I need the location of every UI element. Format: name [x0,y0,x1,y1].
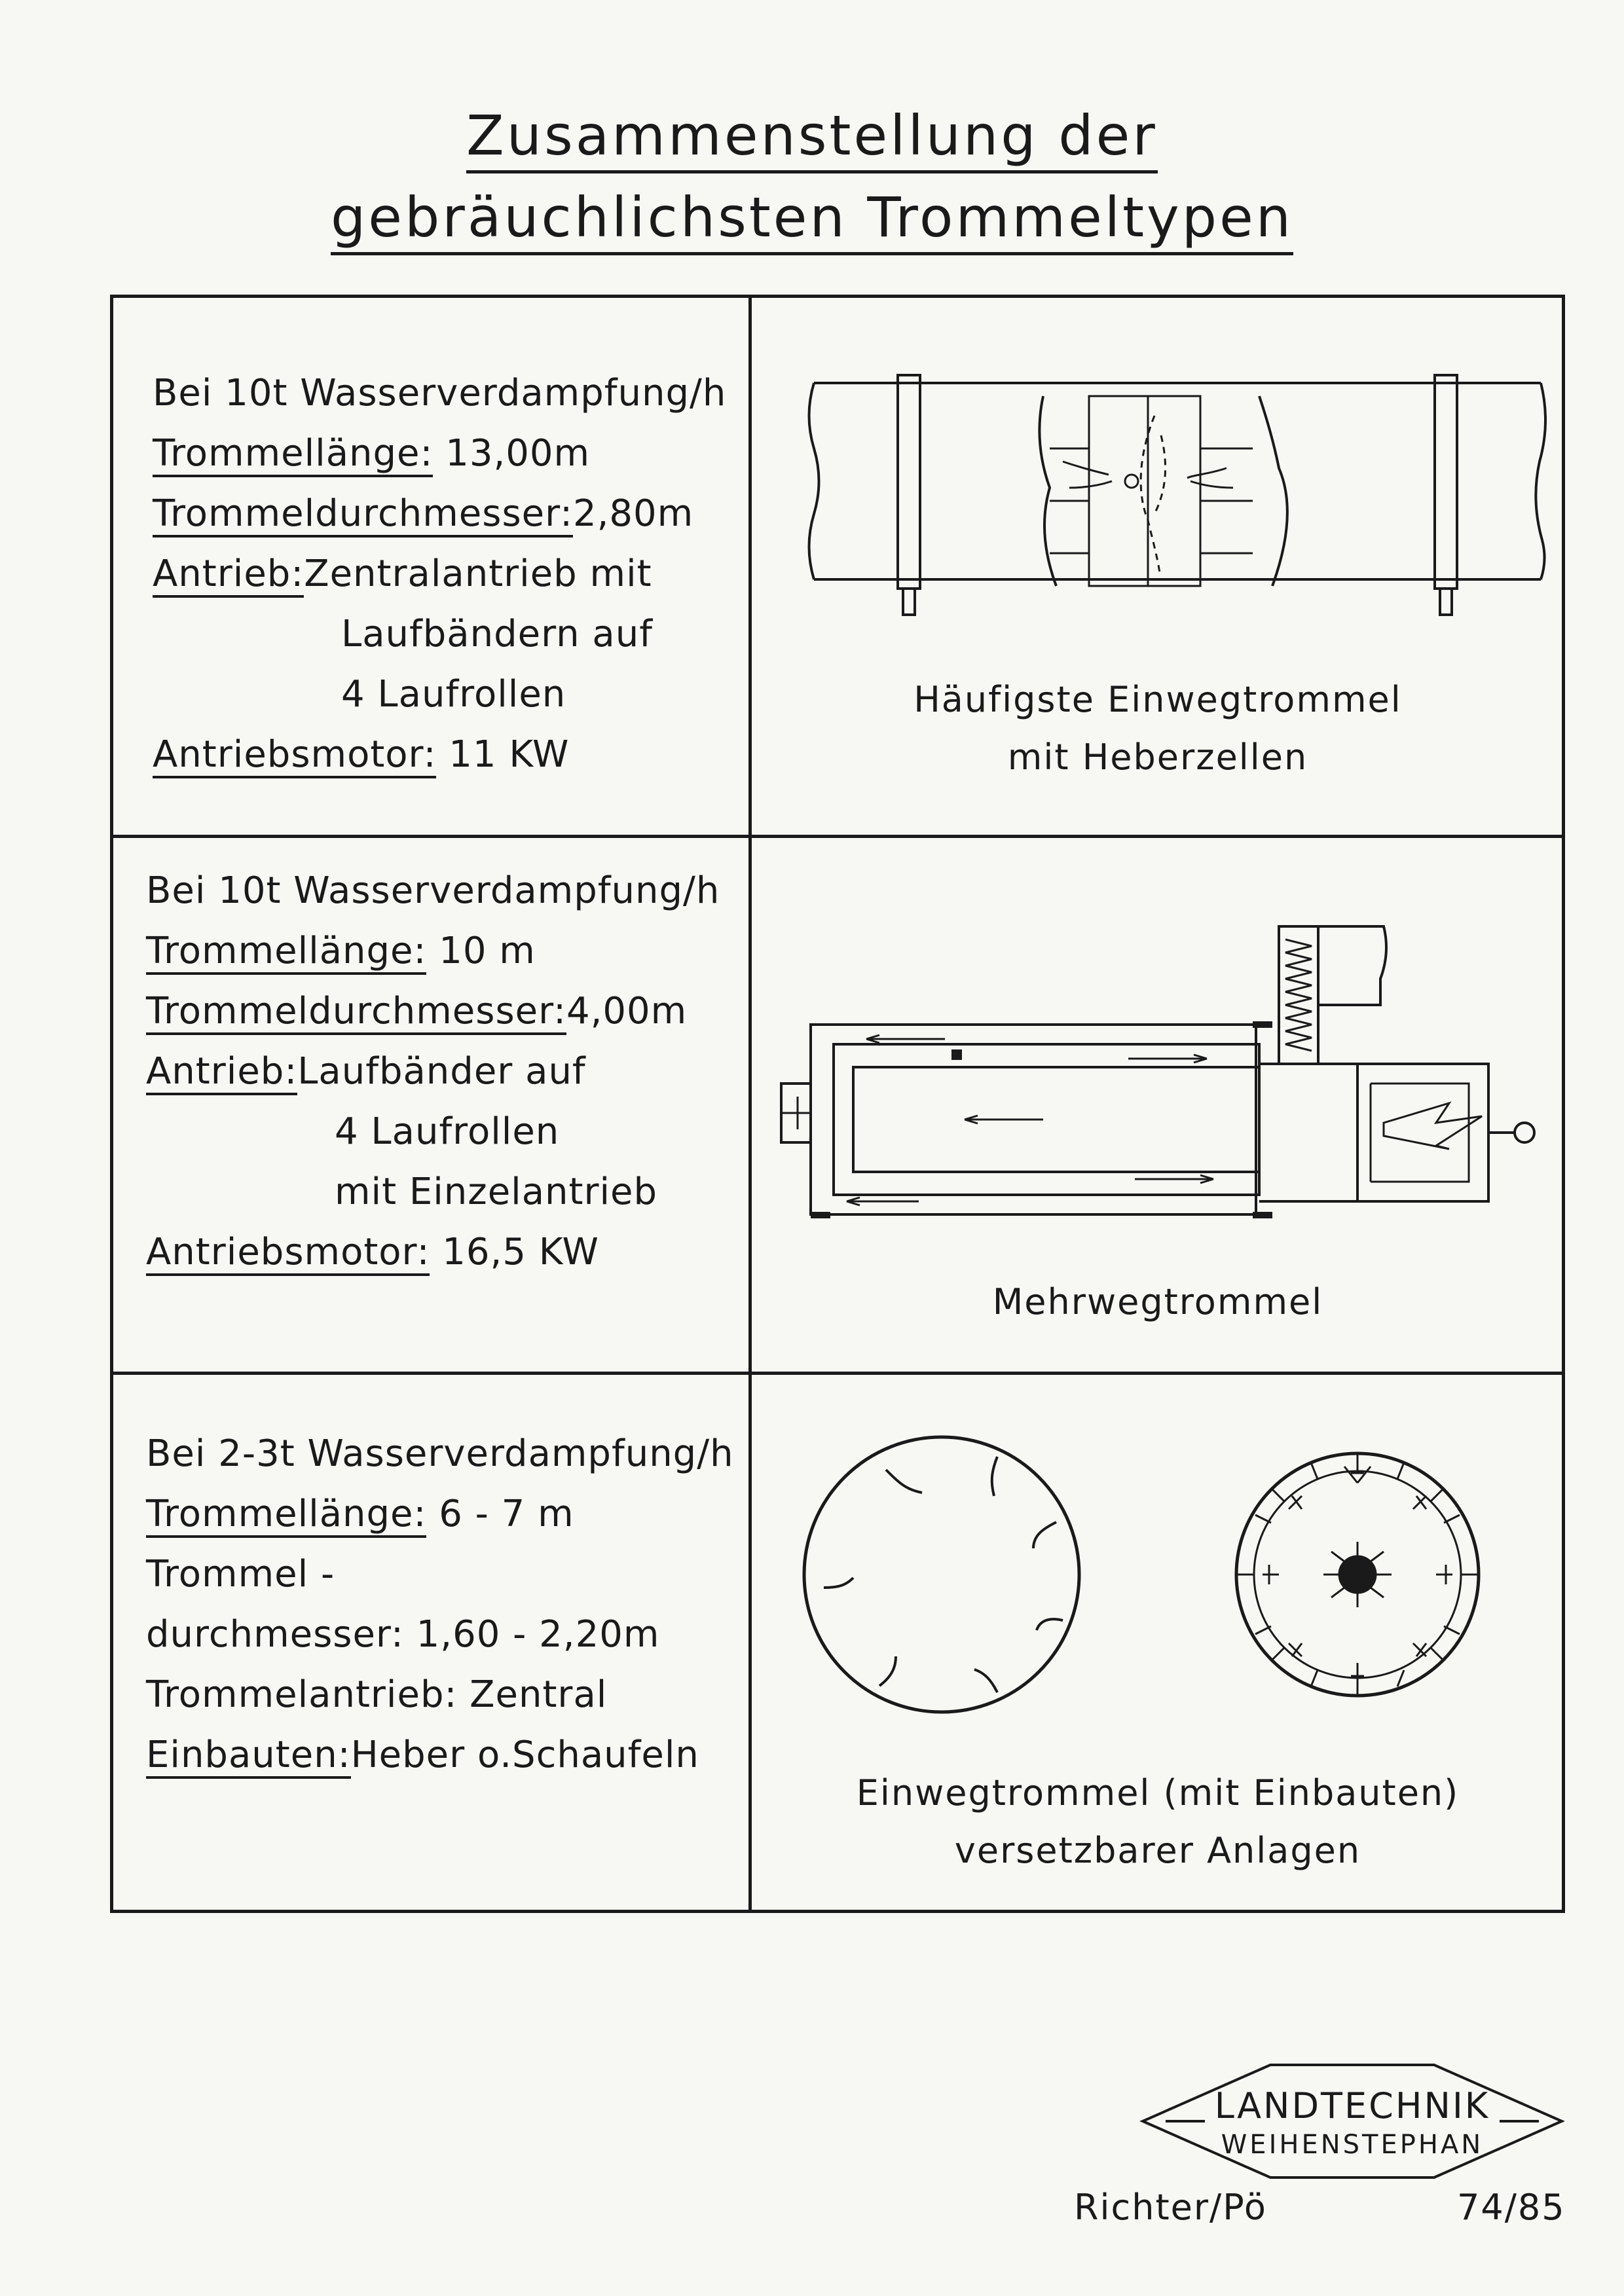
spec-value: 1,60 - 2,20m [416,1613,660,1656]
document-number: 74/85 [1457,2187,1566,2228]
spec-label: Antrieb: [153,553,304,598]
spec-heading: Bei 10t Wasserverdampfung/h [146,869,720,912]
figure-drum-cross-sections [781,1411,1554,1751]
table-row-divider-2 [113,1372,1562,1375]
spec-label: durchmesser: [146,1613,404,1656]
document-title-line1 [0,103,1624,168]
spec-label: Antriebsmotor: [153,733,436,778]
spec-value: 4 Laufrollen [335,1110,560,1153]
caption-text: Mehrwegtrommel [992,1281,1323,1322]
title-text-2: gebräuchlichsten Trommeltypen [331,185,1293,255]
spec-value: Heber o.Schaufeln [350,1734,699,1776]
caption-row-2 [752,1273,1564,1331]
spec-label: Trommellänge: [146,1493,426,1538]
spec-block-3 [146,1424,735,1785]
caption-row-3 [752,1764,1564,1880]
spec-label: Trommel - [146,1553,335,1595]
spec-heading: Bei 2-3t Wasserverdampfung/h [146,1432,734,1475]
spec-value: 4 Laufrollen [341,673,566,716]
logo-text-line1: LANDTECHNIK [1214,2085,1490,2126]
spec-heading: Bei 10t Wasserverdampfung/h [153,372,727,414]
spec-value: 16,5 KW [442,1231,599,1273]
spec-value: Laufbänder auf [297,1050,586,1093]
table-row-divider-1 [113,835,1562,838]
spec-value: Trommelantrieb: Zentral [146,1673,608,1716]
figure-single-pass-drum-with-lifters [801,357,1554,638]
landtechnik-logo [1139,2062,1565,2180]
title-text-1: Zusammenstellung der [466,103,1158,173]
spec-value: 2,80m [572,492,694,535]
spec-value: mit Einzelantrieb [335,1171,658,1213]
spec-label: Antriebsmotor: [146,1231,430,1276]
spec-label: Antrieb: [146,1050,297,1095]
spec-value: Zentralantrieb mit [304,553,652,595]
caption-text: versetzbarer Anlagen [954,1830,1361,1871]
drum-types-table [110,295,1565,1913]
caption-text: mit Heberzellen [1007,737,1308,778]
caption-text: Einwegtrommel (mit Einbauten) [856,1772,1460,1813]
spec-value: Laufbändern auf [341,613,653,655]
spec-block-1 [153,363,742,785]
author-initials: Richter/Pö [1074,2187,1267,2228]
spec-label: Trommellänge: [153,432,433,477]
document-title-line2 [0,185,1624,249]
spec-value: 6 - 7 m [439,1493,574,1535]
spec-value: 13,00m [445,432,591,475]
spec-value: 11 KW [449,733,570,776]
caption-text: Häufigste Einwegtrommel [913,679,1402,720]
spec-block-2 [146,861,735,1283]
spec-value: 4,00m [566,990,688,1032]
spec-label: Einbauten: [146,1734,351,1779]
spec-label: Trommeldurchmesser: [146,990,566,1035]
logo-text-line2: WEIHENSTEPHAN [1221,2130,1484,2160]
figure-multi-pass-drum [768,887,1554,1254]
table-column-divider [748,298,752,1910]
spec-value: 10 m [439,930,536,972]
spec-label: Trommeldurchmesser: [153,492,573,538]
spec-label: Trommellänge: [146,930,426,975]
caption-row-1 [752,671,1564,786]
